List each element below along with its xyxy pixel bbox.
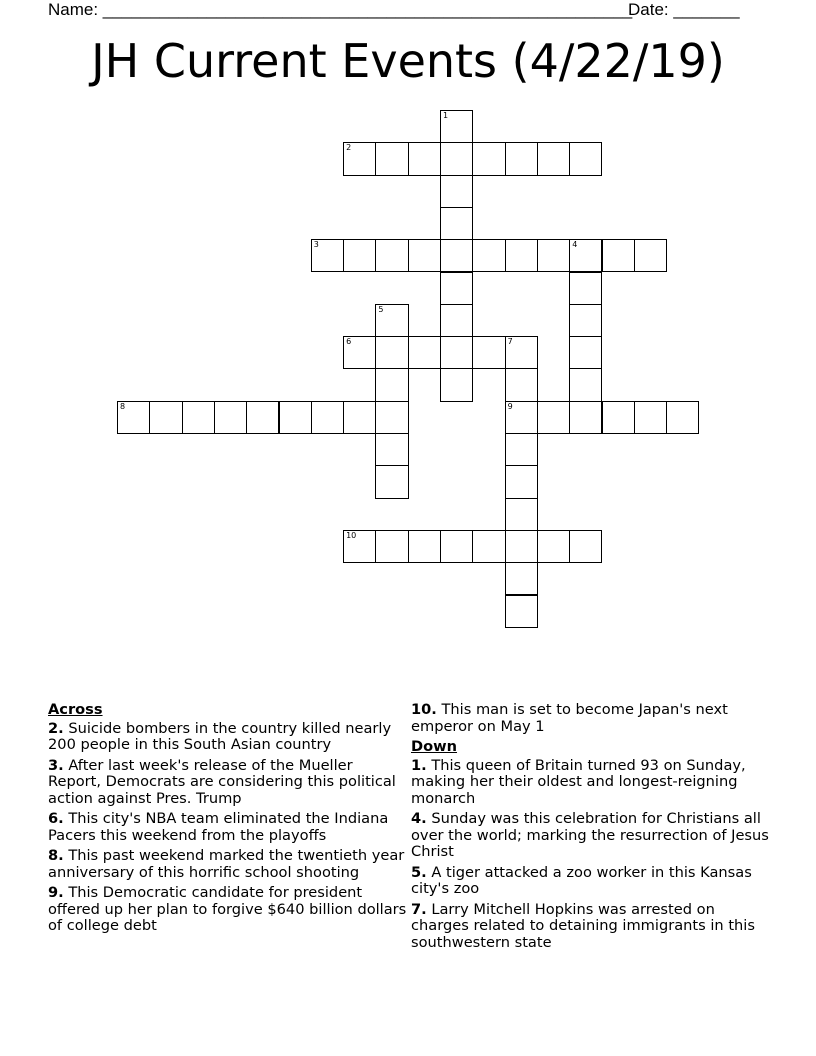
clue-number: 10. [411,701,437,718]
grid-cell[interactable] [311,239,344,272]
clue-text: This city's NBA team eliminated the Indiana Pacers this weekend from the playoffs [48,810,389,844]
grid-cell[interactable] [343,336,376,369]
clue-across-6 [48,811,410,844]
grid-cell[interactable] [472,142,505,175]
grid-cell[interactable] [569,304,602,337]
clue-text: Larry Mitchell Hopkins was arrested on charges related to detaining immigrants in this southwestern state [411,900,755,951]
grid-cell[interactable] [182,401,215,434]
grid-cell[interactable] [343,142,376,175]
grid-cell[interactable] [440,175,473,208]
clue-number-label: 9 [507,401,513,411]
grid-cell[interactable] [375,368,408,401]
grid-cell[interactable] [375,465,408,498]
grid-cell[interactable] [505,336,538,369]
clue-number: 7. [411,900,427,918]
grid-cell[interactable] [440,368,473,401]
grid-cell[interactable] [505,562,538,595]
grid-cell[interactable] [602,239,635,272]
grid-cell[interactable] [505,368,538,401]
clue-down-5 [411,865,771,898]
clue-text: This Democratic candidate for president offered up her plan to forgive $640 billion dollars of college debt [48,884,407,934]
grid-cell[interactable] [375,433,408,466]
grid-cell[interactable] [311,401,344,434]
grid-cell[interactable] [440,110,473,143]
grid-cell[interactable] [375,239,408,272]
grid-cell[interactable] [375,304,408,337]
grid-cell[interactable] [537,530,570,563]
grid-cell[interactable] [375,142,408,175]
clue-number: 2. [48,719,64,737]
grid-cell[interactable] [440,207,473,240]
grid-cell[interactable] [505,530,538,563]
clue-text: A tiger attacked a zoo worker in this Kansas city's zoo [411,863,752,897]
grid-cell[interactable] [569,336,602,369]
grid-cell[interactable] [440,530,473,563]
clue-text: Sunday was this celebration for Christians all over the world; marking the resurrection of Jesus Christ [411,810,769,860]
grid-cell[interactable] [375,336,408,369]
clue-number-label: 7 [507,337,513,347]
grid-cell[interactable] [569,368,602,401]
grid-cell[interactable] [440,142,473,175]
grid-cell[interactable] [505,498,538,531]
grid-cell[interactable] [149,401,182,434]
grid-cell[interactable] [472,336,505,369]
grid-cell[interactable] [569,401,602,434]
clue-text: Suicide bombers in the country killed nearly 200 people in this South Asian country [48,719,392,753]
down-heading: Down [411,738,458,755]
grid-cell[interactable] [569,272,602,305]
grid-cell[interactable] [569,239,602,272]
clue-across-8 [48,848,410,881]
clue-text: After last week's release of the Mueller Report, Democrats are considering this political action against Pres. Trump [48,756,396,807]
clue-across-10 [411,702,771,735]
grid-cell[interactable] [408,336,441,369]
clue-number-label: 10 [346,530,357,540]
grid-cell[interactable] [440,272,473,305]
clue-across-2 [48,721,410,754]
clue-number-label: 3 [313,240,319,250]
grid-cell[interactable] [569,530,602,563]
grid-cell[interactable] [634,239,667,272]
grid-cell[interactable] [375,401,408,434]
grid-cell[interactable] [505,433,538,466]
clue-down-4 [411,811,771,861]
clue-down-1 [411,758,771,808]
date-field-label: Date: _______ [628,0,740,19]
clue-text: This man is set to become Japan's next emperor on May 1 [411,701,728,735]
clue-number: 5. [411,863,427,881]
clue-number: 1. [411,756,427,774]
grid-cell[interactable] [505,142,538,175]
grid-cell[interactable] [440,239,473,272]
grid-cell[interactable] [343,530,376,563]
grid-cell[interactable] [569,142,602,175]
grid-cell[interactable] [408,142,441,175]
across-heading: Across [48,701,103,718]
clue-down-7 [411,902,771,952]
grid-cell[interactable] [214,401,247,434]
grid-cell[interactable] [537,142,570,175]
page-title: JH Current Events (4/22/19) [91,34,725,88]
grid-cell[interactable] [279,401,312,434]
name-field-label: Name: ________________________________________________________ [48,0,633,19]
grid-cell[interactable] [246,401,279,434]
grid-cell[interactable] [537,401,570,434]
clues-right-column [411,702,771,955]
clue-number-label: 6 [346,337,352,347]
clues-left-column [48,702,410,939]
grid-cell[interactable] [440,336,473,369]
grid-cell[interactable] [408,239,441,272]
clue-number: 8. [48,847,64,864]
clue-text: This past weekend marked the twentieth year anniversary of this horrific school shooting [48,847,405,881]
grid-cell[interactable] [343,401,376,434]
grid-cell[interactable] [440,304,473,337]
clue-number: 3. [48,756,64,774]
clue-number: 9. [48,884,64,901]
grid-cell[interactable] [666,401,699,434]
grid-cell[interactable] [505,401,538,434]
clue-number: 6. [48,810,64,827]
clue-across-3 [48,758,410,808]
grid-cell[interactable] [117,401,150,434]
grid-cell[interactable] [472,530,505,563]
clue-number-label: 4 [572,240,578,250]
grid-cell[interactable] [408,530,441,563]
clue-number-label: 8 [120,401,126,411]
clue-number-label: 5 [378,304,384,314]
grid-cell[interactable] [505,595,538,628]
grid-cell[interactable] [472,239,505,272]
grid-cell[interactable] [505,465,538,498]
grid-cell[interactable] [537,239,570,272]
clue-number-label: 1 [443,111,449,120]
grid-cell[interactable] [343,239,376,272]
clue-number-label: 2 [346,143,352,153]
grid-cell[interactable] [634,401,667,434]
clue-across-9 [48,885,410,935]
grid-cell[interactable] [375,530,408,563]
clue-text: This queen of Britain turned 93 on Sunday, making her their oldest and longest-reigning monarch [411,756,746,807]
clue-number: 4. [411,810,427,827]
grid-cell[interactable] [602,401,635,434]
grid-cell[interactable] [505,239,538,272]
